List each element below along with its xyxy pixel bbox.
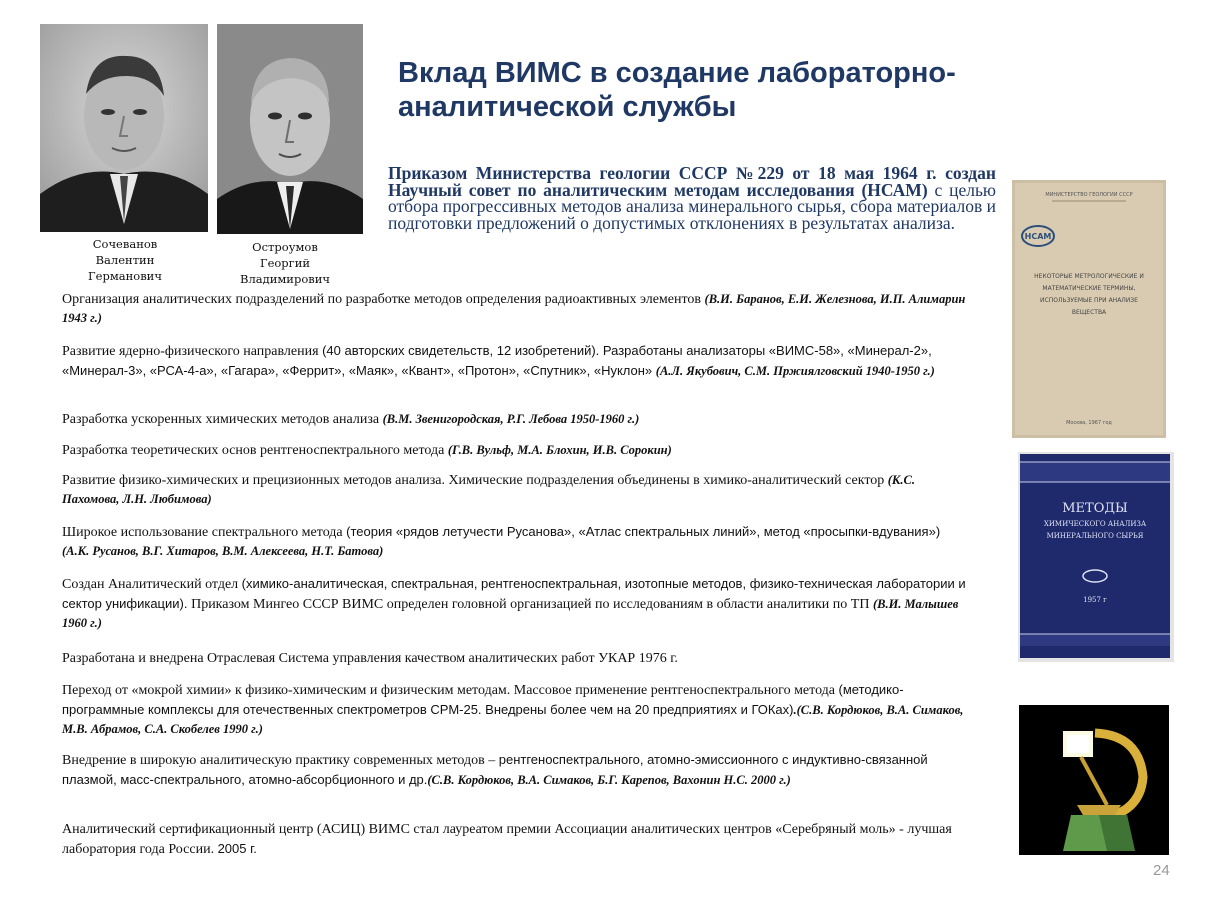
item-main: Внедрение в широкую аналитическую практику современных методов –	[62, 753, 499, 768]
list-item	[62, 522, 967, 561]
list-item	[62, 441, 967, 460]
portrait-caption-ostroumov	[222, 239, 348, 287]
award-silver-mole-image	[1019, 705, 1169, 855]
book1-footer: Москва, 1967 год	[1066, 420, 1112, 426]
item-detail: (химико-аналитическая, спектральная, рентгеноспектральная, изотопные методов, физико-техническая лаборатории и сектор унификации).	[62, 576, 966, 611]
caption-line: Валентин	[95, 253, 155, 267]
book1-title-line: ВЕЩЕСТВА	[1071, 309, 1107, 316]
book1-header: МИНИСТЕРСТВО ГЕОЛОГИИ СССР	[1045, 192, 1133, 198]
item-detail: (40 авторских свидетельств, 12 изобретений). Разработаны анализаторы «ВИМС-58», «Минерал-2», «Минерал-3», «РСА-4-а», «Гагара», «Феррит», «Маяк», «Квант», «Протон», «Спутник», «Нуклон»	[62, 343, 932, 378]
item-authors: (С.В. Кордюков, В.А. Симаков, Б.Г. Карепов, Вахонин Н.С. 2000 г.)	[427, 773, 791, 787]
intro-bold: Приказом Министерства геологии СССР №229 от 18 мая 1964 г. создан Научный совет по аналитическим методам исследования (НСАМ)	[388, 163, 996, 200]
item-authors: (В.М. Звенигородская, Р.Г. Лебова 1950-1960 г.)	[382, 412, 640, 426]
intro-rest: с целью отбора прогрессивных методов анализа минерального сырья, сбора материалов и подготовки предложений о допустимых отклонениях в результатах анализа.	[388, 179, 997, 233]
page-number: 24	[1153, 862, 1170, 879]
book1-title-line: МАТЕМАТИЧЕСКИЕ ТЕРМИНЫ,	[1042, 285, 1136, 292]
book1-title-line: ИСПОЛЬЗУЕМЫЕ ПРИ АНАЛИЗЕ	[1040, 297, 1138, 304]
book2-title-line: МЕТОДЫ	[1062, 501, 1128, 516]
list-item	[62, 341, 967, 381]
caption-line: Георгий	[259, 256, 311, 270]
portrait-caption-sochevanov	[60, 236, 190, 284]
item-authors: (Г.В. Вульф, М.А. Блохин, И.В. Сорокин)	[447, 443, 672, 457]
item-authors: (А.Л. Якубович, С.М. Пржиялговский 1940-1950 г.)	[655, 364, 935, 378]
item-main: Переход от «мокрой химии» к физико-химическим и физическим методам. Массовое применение рентгеноспектрального метода	[62, 683, 839, 698]
item-authors: (К.С. Пахомова, Л.Н. Любимова)	[62, 473, 915, 506]
book2-title-line: МИНЕРАЛЬНОГО СЫРЬЯ	[1046, 532, 1144, 540]
caption-line: Германович	[88, 269, 162, 283]
book1-logo: НСАМ	[1024, 232, 1052, 241]
item-authors: (В.И. Баранов, Е.И. Железнова, И.П. Алимарин 1943 г.)	[62, 292, 966, 325]
list-item	[62, 750, 967, 790]
list-item	[62, 680, 967, 739]
item-detail: рентгеноспектрального, атомно-эмиссионного с индуктивно-связанной плазмой, масс-спектрального, атомно-абсорбционного и др.	[62, 752, 928, 787]
item-detail: (теория «рядов летучести Русанова», «Атлас спектральных линий», метод «просыпки-вдувания»)	[346, 524, 941, 539]
item-main: Развитие физико-химических и прецизионных методов анализа. Химические подразделения объединены в химико-аналитический сектор	[62, 473, 888, 488]
portrait-sochevanov	[40, 24, 208, 232]
item-main-secondary: Приказом Мингео СССР ВИМС определен головной организацией по исследованиям в области аналитики по ТП	[191, 597, 873, 612]
list-item	[62, 471, 967, 509]
book2-year: 1957 г	[1083, 596, 1107, 604]
item-main: Разработана и внедрена Отраслевая Система управления качеством аналитических работ УКАР 1976 г.	[62, 651, 678, 666]
intro-paragraph	[388, 165, 996, 231]
item-authors: (А.К. Русанов, В.Г. Хитаров, В.М. Алексеева, Н.Т. Батова)	[62, 544, 384, 558]
caption-line: Сочеванов	[92, 237, 158, 251]
list-item	[62, 290, 967, 328]
item-detail: (методико-программные комплексы для отечественных спектрометров СРМ-25. Внедрены более чем на 20 предприятиях и ГОКах)	[62, 682, 904, 717]
item-main: Развитие ядерно-физического направления	[62, 344, 323, 359]
title-line: Вклад ВИМС в создание лабораторно-	[398, 57, 956, 89]
book-cover-nsam	[1012, 180, 1166, 438]
list-item	[62, 574, 967, 633]
caption-line: Владимирович	[240, 272, 330, 286]
item-main: Организация аналитических подразделений по разработке методов определения радиоактивных элементов	[62, 292, 705, 307]
item-authors: (В.И. Малышев 1960 г.)	[62, 597, 959, 630]
item-main: Разработка теоретических основ рентгеноспектрального метода	[62, 443, 448, 458]
item-main: Разработка ускоренных химических методов анализа	[62, 412, 383, 427]
list-item	[62, 410, 967, 429]
page-title	[398, 56, 1078, 124]
portrait-ostroumov	[217, 24, 363, 234]
title-line: аналитической службы	[398, 91, 737, 123]
book1-title-line: НЕКОТОРЫЕ МЕТРОЛОГИЧЕСКИЕ И	[1034, 273, 1144, 280]
item-main: Создан Аналитический отдел	[62, 577, 242, 592]
caption-line: Остроумов	[252, 240, 318, 254]
item-detail: 2005 г.	[217, 841, 257, 856]
item-main: Широкое использование спектрального метода	[62, 525, 347, 540]
item-main: Аналитический сертификационный центр (АСИЦ) ВИМС стал лауреатом премии Ассоциации аналитических центров «Серебряный моль» - лучшая лаборатория года России.	[62, 822, 952, 857]
list-item	[62, 649, 967, 668]
item-authors: .(С.В. Кордюков, В.А. Симаков, М.В. Абрамов, С.А. Скобелев 1990 г.)	[62, 703, 964, 736]
book2-title-line: ХИМИЧЕСКОГО АНАЛИЗА	[1043, 520, 1147, 528]
list-item	[62, 820, 967, 859]
book-cover-methods	[1018, 452, 1174, 662]
